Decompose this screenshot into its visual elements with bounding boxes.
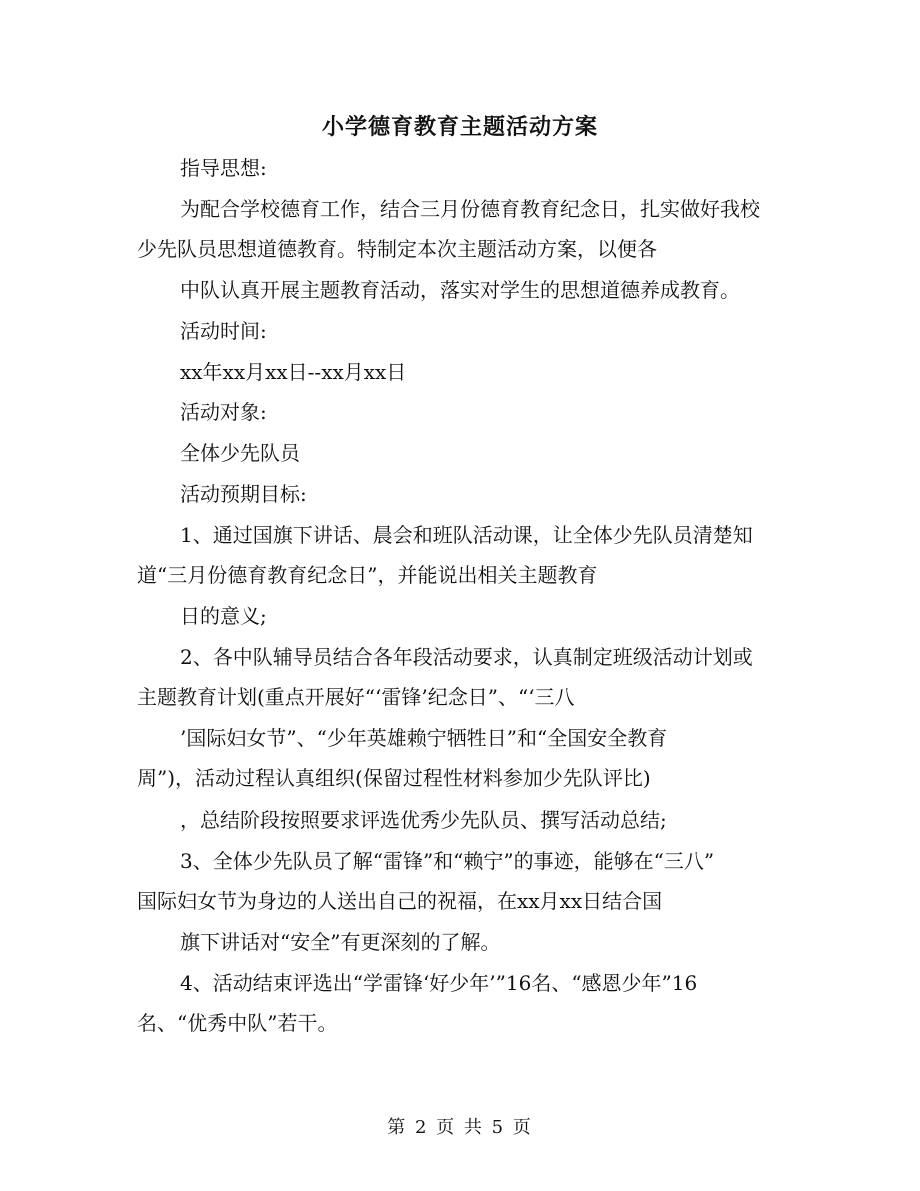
goal-1-line: 道“三月份德育教育纪念日”，并能说出相关主题教育 bbox=[137, 563, 598, 587]
section-heading-expected-goals: 活动预期目标: bbox=[180, 482, 307, 506]
goal-2-line: 2、各中队辅导员结合各年段活动要求，认真制定班级活动计划或 bbox=[180, 645, 753, 669]
goal-4-line: 4、活动结束评选出“学雷锋‘好少年’”16名、“感恩少年”16 bbox=[180, 971, 698, 995]
page-number-footer: 第 2 页 共 5 页 bbox=[387, 1117, 533, 1138]
section-heading-activity-target: 活动对象: bbox=[180, 400, 267, 424]
goal-4-line: 名、“优秀中队”若干。 bbox=[137, 1011, 338, 1035]
section-heading-activity-time: 活动时间: bbox=[180, 319, 267, 343]
goal-2-line: 主题教育计划(重点开展好“‘雷锋’纪念日”、“‘三八 bbox=[137, 685, 575, 709]
goal-2-line: 周”)，活动过程认真组织(保留过程性材料参加少先队评比) bbox=[137, 766, 651, 790]
document-title: 小学德育教育主题活动方案 bbox=[321, 114, 598, 140]
goal-2-line: ’国际妇女节”、“少年英雄赖宁牺牲日”和“全国安全教育 bbox=[180, 726, 668, 750]
section-heading-guiding-ideology: 指导思想: bbox=[180, 156, 267, 180]
goal-1-line: 1、通过国旗下讲话、晨会和班队活动课，让全体少先队员清楚知 bbox=[180, 523, 753, 547]
paragraph-line: 为配合学校德育工作，结合三月份德育教育纪念日，扎实做好我校 bbox=[180, 197, 760, 221]
activity-time-value: xx年xx月xx日--xx月xx日 bbox=[180, 360, 407, 384]
goal-1-line: 日的意义; bbox=[180, 604, 267, 628]
goal-3-line: 国际妇女节为身边的人送出自己的祝福，在xx月xx日结合国 bbox=[137, 889, 663, 913]
goal-3-line: 旗下讲话对“安全”有更深刻的了解。 bbox=[180, 930, 501, 954]
paragraph-line: 中队认真开展主题教育活动，落实对学生的思想道德养成教育。 bbox=[180, 278, 740, 302]
goal-3-line: 3、全体少先队员了解“雷锋”和“赖宁”的事迹，能够在“三八” bbox=[180, 849, 715, 873]
goal-2-line: ，总结阶段按照要求评选优秀少先队员、撰写活动总结; bbox=[180, 808, 667, 832]
activity-target-value: 全体少先队员 bbox=[180, 441, 300, 465]
paragraph-line: 少先队员思想道德教育。特制定本次主题活动方案，以便各 bbox=[137, 237, 657, 261]
